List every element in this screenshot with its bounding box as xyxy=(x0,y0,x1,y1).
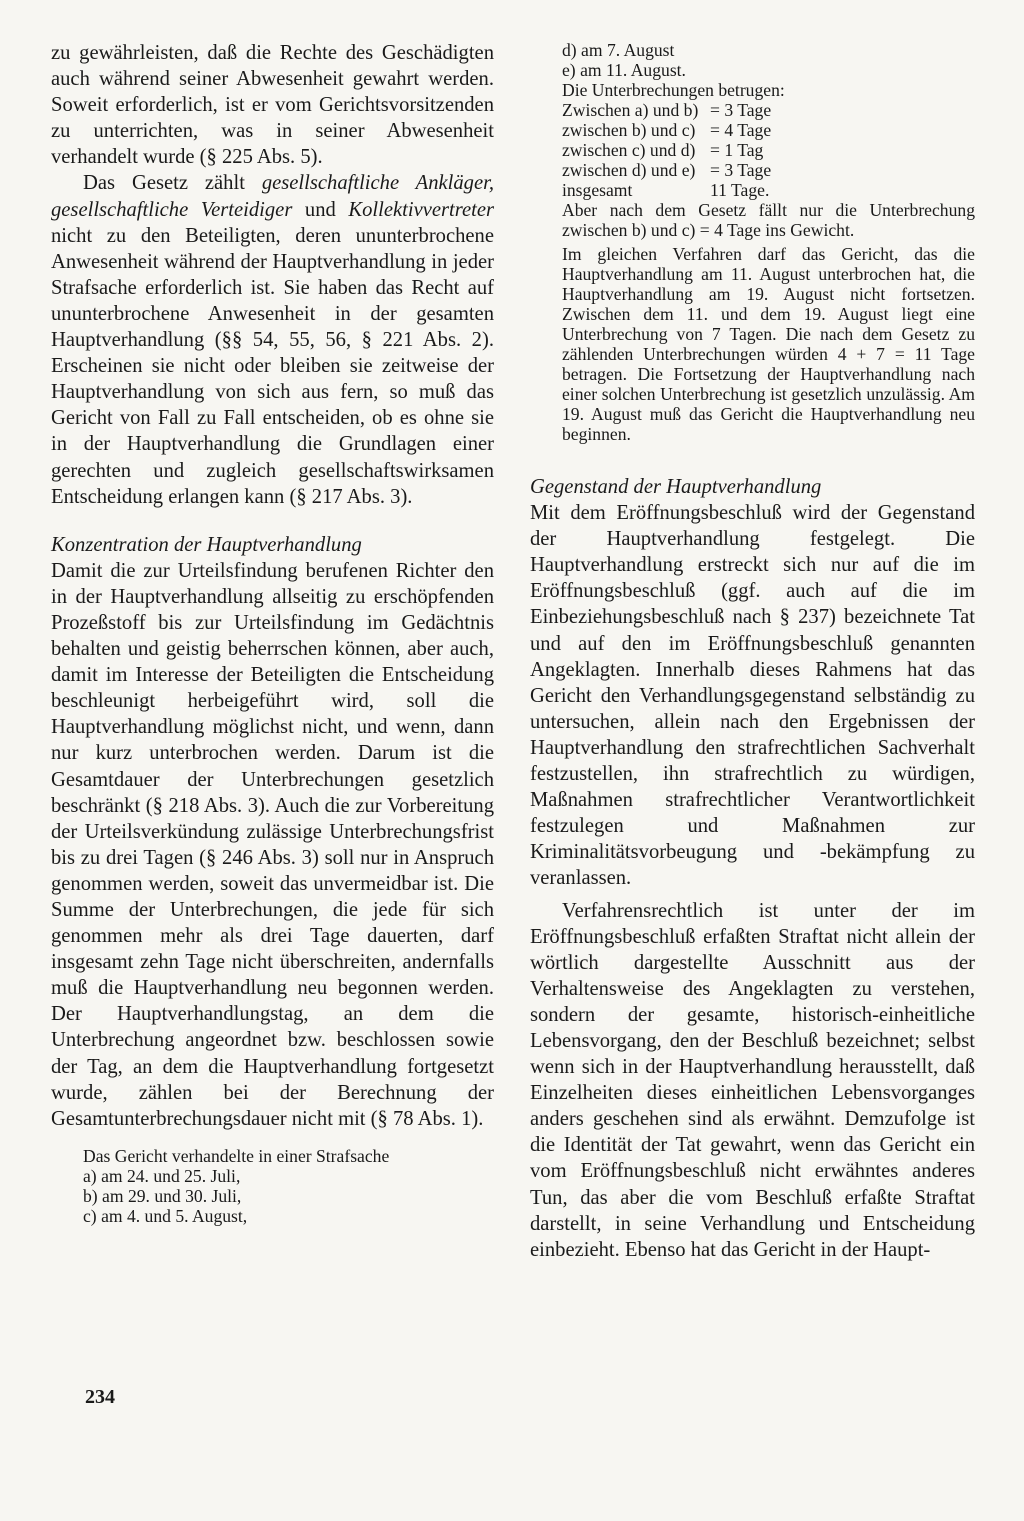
interruption-label: Zwischen a) und b) xyxy=(562,100,699,120)
example-item-c: c) am 4. und 5. August, xyxy=(83,1205,248,1226)
left-paragraph-2 xyxy=(51,170,494,509)
section-heading-konzentration: Konzentration der Hauptverhandlung xyxy=(51,533,362,556)
interruptions-intro: Die Unterbrechungen betrugen: xyxy=(562,80,785,100)
interruption-value: = 3 Tage xyxy=(710,100,772,120)
interruption-row xyxy=(562,120,975,140)
interruption-value: = 4 Tage xyxy=(710,120,772,140)
example-item-e: e) am 11. August. xyxy=(562,60,686,80)
interruption-label: zwischen c) und d) xyxy=(562,140,696,160)
para2-rest: nicht zu den Beteiligten, deren ununterbrochene Anwesenheit während der Hauptverhandlung in jeder Strafsache erforderlich ist. Sie haben das Recht auf ununterbrochene Anwesenheit in der gesamten Hauptverhandlung (§§ 54, 55, 56, § 221 Abs. 2). Erscheinen sie nicht oder bleiben sie zeitweise der Hauptverhandlung von sich aus fern, so muß das Gericht von Fall zu Fall entscheiden, ob es ohne sie in der Hauptverhandlung die Grundlagen einer gerechten und zugleich gesellschaftswirksamen Entscheidung erlangen kann (§ 217 Abs. 3). xyxy=(51,224,494,508)
para2-italic-2: Kollektivvertreter xyxy=(348,198,495,221)
example-block-right xyxy=(562,40,975,444)
page-number: 234 xyxy=(85,1386,115,1408)
interruption-value: = 3 Tage xyxy=(710,160,772,180)
left-paragraph-3: Damit die zur Urteilsfindung berufenen Richter den in der Hauptverhandlung allseitig zu erschöpfenden Prozeßstoff bis zur Urteilsfindung im Gedächtnis behalten und geistig beherrschen können, aber auch, damit im Interesse der Beteiligten die Entscheidung beschleunigt herbeigeführt wird, soll die Hauptverhandlung möglichst nicht, und wenn, dann nur kurz unterbrochen werden. Darum ist die Gesamtdauer der Unterbrechungen gesetzlich beschränkt (§ 218 Abs. 3). Auch die zur Vorbereitung der Urteilsverkündung zulässige Unterbrechungsfrist bis zu drei Tagen (§ 246 Abs. 3) soll nur in Anspruch genommen werden, soweit das unvermeidbar ist. Die Summe der Unterbrechungen, die jede für sich genommen mehr als drei Tage dauerten, darf insgesamt zehn Tage nicht überschreiten, andernfalls muß die Hauptverhandlung neu begonnen werden. Der Hauptverhandlungstag, an dem die Unterbrechung angeordnet bzw. beschlossen sowie der Tag, an dem die Hauptverhandlung fortgesetzt wurde, zählen bei der Berechnung der Gesamtunterbrechungsdauer nicht mit (§ 78 Abs. 1). xyxy=(51,559,494,1130)
example-item-a: a) am 24. und 25. Juli, xyxy=(83,1165,241,1186)
example-intro: Das Gericht verhandelte in einer Strafsache xyxy=(83,1145,390,1166)
example-note-1: Aber nach dem Gesetz fällt nur die Unterbrechung zwischen b) und c) = 4 Tage ins Gewicht. xyxy=(562,200,975,240)
right-column xyxy=(530,40,975,1263)
interruption-value: = 1 Tag xyxy=(710,140,764,160)
left-column xyxy=(51,40,494,1226)
para2-italic-1: gesellschaftliche Ankläger, gesellschaftliche Verteidiger xyxy=(51,172,494,221)
para2-mid: und xyxy=(292,198,349,221)
example-item-d: d) am 7. August xyxy=(562,40,675,60)
example-item-b: b) am 29. und 30. Juli, xyxy=(83,1185,242,1206)
example-block-left xyxy=(83,1146,494,1226)
interruption-row xyxy=(562,140,975,160)
right-paragraph-1: Mit dem Eröffnungsbeschluß wird der Gegenstand der Hauptverhandlung festgelegt. Die Hauptverhandlung erstreckt sich nur auf die im Eröffnungsbeschluß (ggf. auch auf die im Einbeziehungsbeschluß nach § 237) bezeichnete Tat und auf den im Eröffnungsbeschluß genannten Angeklagten. Innerhalb dieses Rahmens hat das Gericht den Verhandlungsgegenstand selbständig zu untersuchen, allein nach den Ergebnissen der Hauptverhandlung den strafrechtlichen Sachverhalt festzustellen, ihn strafrechtlich zu würdigen, Maßnahmen strafrechtlicher Verantwortlichkeit festzulegen und Maßnahmen zur Kriminalitätsvorbeugung und -bekämpfung zu veranlassen. xyxy=(530,502,975,890)
left-paragraph-1: zu gewährleisten, daß die Rechte des Geschädigten auch während seiner Abwesenheit gewahrt werden. Soweit erforderlich, ist er vom Gerichtsvorsitzenden zu unterrichten, was in seiner Abwesenheit verhandelt wurde (§ 225 Abs. 5). xyxy=(51,42,494,169)
interruption-row xyxy=(562,100,975,120)
para2-start: Das Gesetz zählt xyxy=(83,172,262,195)
interruption-label: insgesamt xyxy=(562,180,633,200)
interruption-row xyxy=(562,160,975,180)
interruptions-list xyxy=(562,100,975,200)
example-note-2: Im gleichen Verfahren darf das Gericht, das die Hauptverhandlung am 11. August unterbrochen hat, die Hauptverhandlung am 19. August nicht fortsetzen. Zwischen dem 11. und dem 19. August liegt eine Unterbrechung von 7 Tagen. Die nach dem Gesetz zu zählenden Unterbrechungen würden 4 + 7 = 11 Tage betragen. Die Fortsetzung der Hauptverhandlung nach einer solchen Unterbrechung ist gesetzlich unzulässig. Am 19. August muß das Gericht die Hauptverhandlung neu beginnen. xyxy=(562,244,975,444)
right-paragraph-2: Verfahrensrechtlich ist unter der im Eröffnungsbeschluß erfaßten Straftat nicht allein der wörtlich dargestellte Ausschnitt aus der Verhaltensweise des Angeklagten zu verstehen, sondern der gesamte, historisch-einheitliche Lebensvorgang, den der Beschluß bezeichnet; selbst wenn sich in der Hauptverhandlung herausstellt, daß Einzelheiten dieses einheitlichen Lebensvorganges anders geschehen sind als erwähnt. Demzufolge ist die Identität der Tat gewahrt, wenn das Gericht ein vom Eröffnungsbeschluß nicht erwähntes anderes Tun, das aber die vom Beschluß erfaßte Straftat darstellt, in seine Verhandlung und Entscheidung einbezieht. Ebenso hat das Gericht in der Haupt- xyxy=(530,899,975,1261)
section-heading-gegenstand: Gegenstand der Hauptverhandlung xyxy=(530,476,822,498)
interruption-label: zwischen d) und e) xyxy=(562,160,696,180)
interruption-label: zwischen b) und c) xyxy=(562,120,696,140)
interruption-value: 11 Tage. xyxy=(710,180,770,200)
interruption-row xyxy=(562,180,975,200)
